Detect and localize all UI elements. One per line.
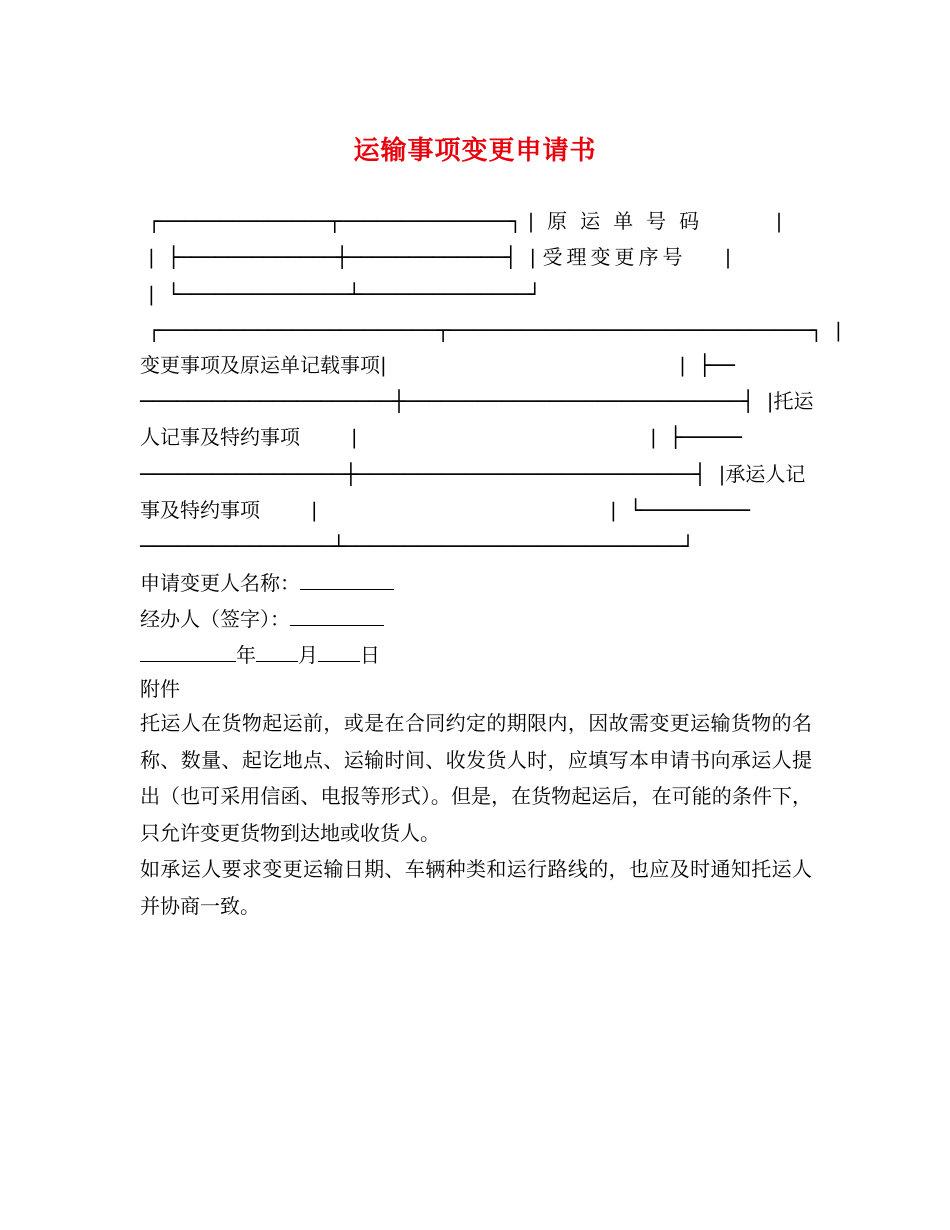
day-blank[interactable] <box>318 641 360 662</box>
applicant-blank[interactable] <box>300 569 394 590</box>
form-line-7: 人记事及特约事项 | | ├───── <box>140 425 742 449</box>
form-line-9: 事及特约事项 | | └───────── <box>140 498 750 522</box>
year-label: 年 <box>236 643 256 667</box>
paragraph-1: 托运人在货物起运前，或是在合同约定的期限内，因故需变更运输货物的名称、数量、起讫地点、运输时间、收发货人时，应填写本申请书向承运人提出（也可采用信函、电报等形式）。但是，在货物起运后，在可能的条件下，只允许变更货物到达地或收货人。 <box>140 711 812 845</box>
date-field <box>140 641 380 668</box>
form-line-4: ┌───────────────────────┬──────────────────────────────┐ | <box>148 318 842 342</box>
handler-field <box>140 605 384 632</box>
month-blank[interactable] <box>256 641 298 662</box>
document-title: 运输事项变更申请书 <box>353 136 597 166</box>
form-line-2: | ├─────────────┼─────────────┤ | 受理变更序号 | <box>148 245 732 269</box>
paragraph-2: 如承运人要求变更运输日期、车辆种类和运行路线的，也应及时通知托运人并协商一致。 <box>140 857 812 918</box>
form-line-8: ─────────────────┼────────────────────────────┤ |承运人记 <box>140 462 806 486</box>
form-line-1: ┌──────────────┬──────────────┐ | 原运单号码 | <box>148 209 783 233</box>
form-line-10: ────────────────┴────────────────────────────┘ <box>140 534 694 558</box>
year-blank[interactable] <box>140 641 236 662</box>
applicant-label: 申请变更人名称： <box>140 571 300 595</box>
form-line-5: 变更事项及原运单记载事项| | ├── <box>140 353 735 377</box>
form-line-3: | └──────────────┴──────────────┘ <box>148 282 541 306</box>
day-label: 日 <box>360 643 380 667</box>
month-label: 月 <box>298 643 318 667</box>
form-line-6: ─────────────────────┼────────────────────────────┤ |托运 <box>140 389 814 413</box>
handler-label: 经办人（签字）： <box>140 607 290 631</box>
handler-signature-blank[interactable] <box>290 605 384 626</box>
attachment-heading: 附件 <box>140 677 180 701</box>
applicant-field <box>140 569 394 596</box>
